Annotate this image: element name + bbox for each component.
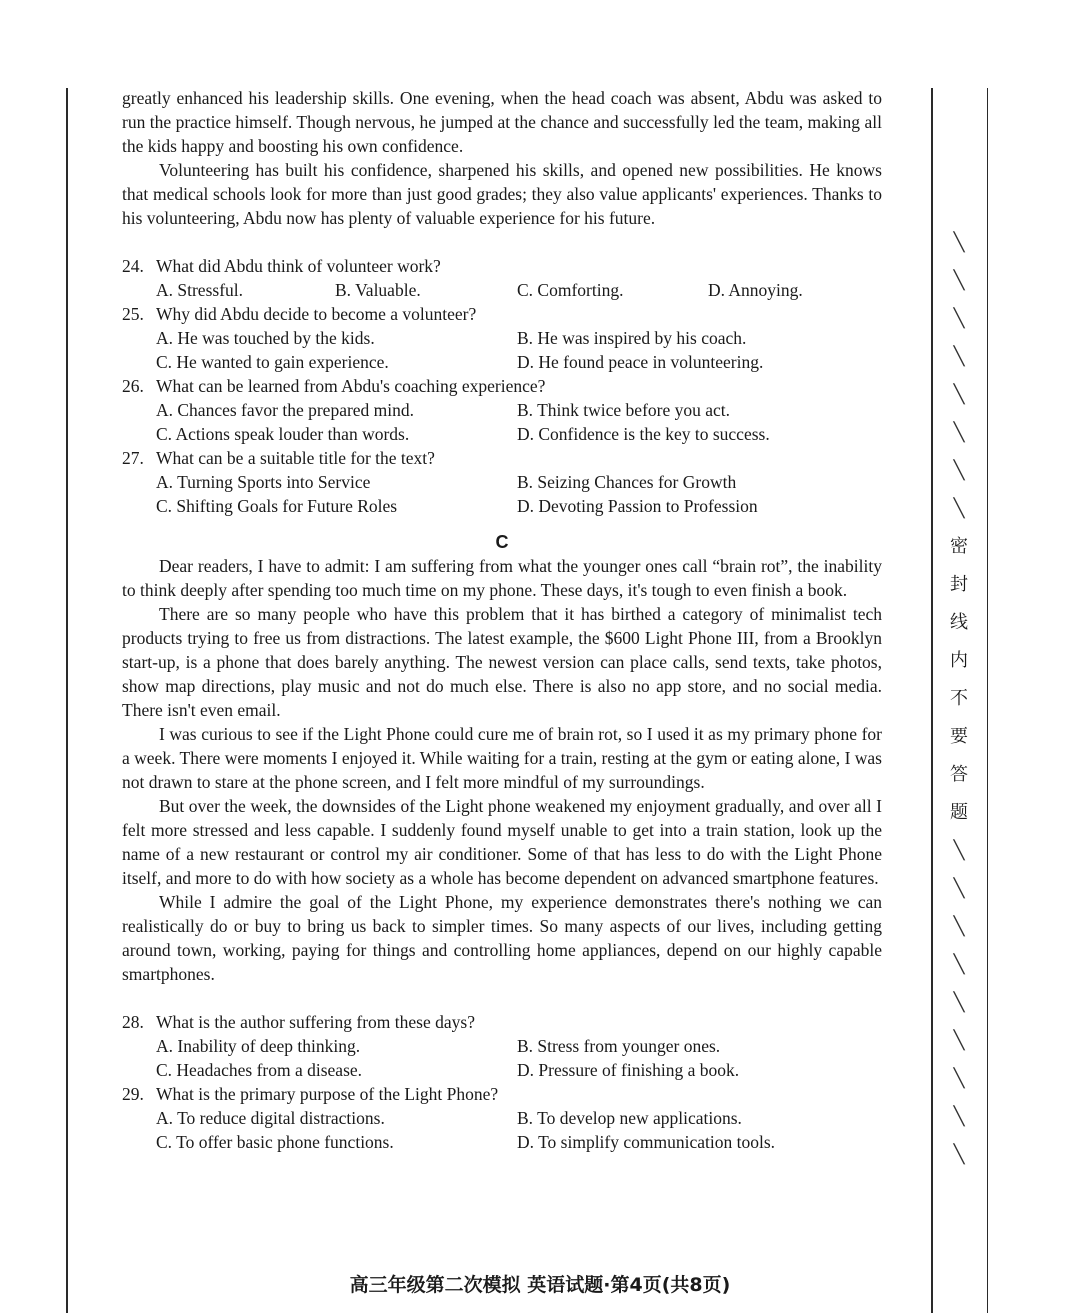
option-b: B. He was inspired by his coach. — [517, 328, 747, 348]
seal-slash-mark: ╲ — [953, 270, 965, 291]
seal-slash-mark: ╲ — [953, 916, 965, 937]
option-d: D. He found peace in volunteering. — [517, 352, 764, 372]
option-a: A. Stressful. — [156, 280, 244, 300]
question-29: 29. What is the primary purpose of the Light Phone? — [122, 1084, 499, 1104]
seal-line-margin — [944, 224, 974, 1174]
question-26-options — [122, 398, 882, 422]
seal-slash-mark: ╲ — [953, 1144, 965, 1165]
seal-slash-mark: ╲ — [953, 878, 965, 899]
question-24-options — [122, 278, 882, 302]
question-text: What is the primary purpose of the Light Phone? — [156, 1084, 499, 1104]
question-28: 28. What is the author suffering from these days? — [122, 1012, 475, 1032]
option-c: C. Actions speak louder than words. — [156, 424, 410, 444]
question-25: 25. Why did Abdu decide to become a volunteer? — [122, 304, 477, 324]
option-b: B. To develop new applications. — [517, 1108, 742, 1128]
option-a: A. Chances favor the prepared mind. — [156, 400, 415, 420]
seal-char: 要 — [950, 726, 968, 747]
seal-char: 封 — [950, 574, 968, 595]
option-d: D. Confidence is the key to success. — [517, 424, 770, 444]
seal-slash-mark: ╲ — [953, 308, 965, 329]
right-margin-rule — [931, 88, 933, 1313]
passage-paragraph: While I admire the goal of the Light Phone, my experience demonstrates there's nothing we can realistically do or buy to bring us back to simpler times. So many aspects of our lives, including getting around town, working, paying for things and controlling home appliances, depend on our highly capable smartphones. — [122, 892, 882, 984]
section-c-heading: C — [495, 532, 509, 552]
passage-paragraph: I was curious to see if the Light Phone could cure me of brain rot, so I used it as my primary phone for a week. There were moments I enjoyed it. While waiting for a train, resting at the gym or eating alone, I was not drawn to stare at the phone screen, and I felt more mindful of my surroundings. — [122, 724, 882, 792]
seal-slash-mark: ╲ — [953, 422, 965, 443]
seal-char: 题 — [950, 802, 968, 823]
seal-char: 线 — [950, 612, 968, 633]
question-26-options — [122, 422, 882, 446]
page-footer: 高三年级第二次模拟 英语试题·第4页(共8页) — [349, 1274, 731, 1296]
option-a: A. To reduce digital distractions. — [156, 1108, 385, 1128]
passage-paragraph: greatly enhanced his leadership skills. One evening, when the head coach was absent, Abdu was asked to run the practice himself. Though nervous, he jumped at the chance and successfully led the team, making all the kids happy and boosting his own confidence. — [122, 88, 882, 156]
question-24: 24. What did Abdu think of volunteer work? — [122, 256, 441, 276]
question-text: What is the author suffering from these days? — [156, 1012, 475, 1032]
question-text: What can be a suitable title for the text? — [156, 448, 435, 468]
option-b: B. Seizing Chances for Growth — [517, 472, 737, 492]
question-29-options — [122, 1130, 882, 1154]
seal-slash-mark: ╲ — [953, 498, 965, 519]
seal-slash-mark: ╲ — [953, 346, 965, 367]
seal-slash-mark: ╲ — [953, 1106, 965, 1127]
option-c: C. He wanted to gain experience. — [156, 352, 389, 372]
seal-char: 不 — [950, 688, 968, 709]
page-content — [122, 86, 882, 1154]
question-text: What did Abdu think of volunteer work? — [156, 256, 441, 276]
question-25-options — [122, 350, 882, 374]
seal-slash-mark: ╲ — [953, 954, 965, 975]
option-d: D. Annoying. — [708, 280, 803, 300]
option-b: B. Valuable. — [335, 280, 421, 300]
seal-slash-mark: ╲ — [953, 460, 965, 481]
option-b: B. Stress from younger ones. — [517, 1036, 721, 1056]
seal-slash-mark: ╲ — [953, 1030, 965, 1051]
seal-slash-mark: ╲ — [953, 992, 965, 1013]
option-c: C. Headaches from a disease. — [156, 1060, 363, 1080]
binding-edge-rule — [987, 88, 988, 1313]
question-28-options — [122, 1034, 882, 1058]
seal-char: 内 — [950, 650, 968, 671]
option-d: D. Devoting Passion to Profession — [517, 496, 758, 516]
option-b: B. Think twice before you act. — [517, 400, 731, 420]
question-28-options — [122, 1058, 882, 1082]
question-27-options — [122, 494, 882, 518]
question-25-options — [122, 326, 882, 350]
seal-slash-mark: ╲ — [953, 840, 965, 861]
passage-paragraph: There are so many people who have this problem that it has birthed a category of minimalist tech products trying to free us from distractions. The latest example, the $600 Light Phone III, from a Brooklyn start-up, is a phone that does barely anything. The newest version can place calls, send texts, take photos, show map directions, play music and not do much else. There is also no app store, and no social media. There isn't even email. — [122, 604, 882, 720]
option-d: D. Pressure of finishing a book. — [517, 1060, 740, 1080]
option-c: C. To offer basic phone functions. — [156, 1132, 394, 1152]
passage-paragraph: Dear readers, I have to admit: I am suffering from what the younger ones call “brain rot”, the inability to think deeply after spending too much time on my phone. These days, it's tough to even finish a book. — [122, 556, 882, 600]
seal-char: 密 — [950, 536, 968, 557]
option-d: D. To simplify communication tools. — [517, 1132, 776, 1152]
seal-slash-mark: ╲ — [953, 232, 965, 253]
option-c: C. Comforting. — [517, 280, 624, 300]
passage-paragraph: But over the week, the downsides of the Light phone weakened my enjoyment gradually, and over all I felt more stressed and less capable. I suddenly found myself unable to get into a train station, look up the name of a new restaurant or control my air conditioner. Some of that has less to do with the Light Phone itself, and more to do with how society as a whole has become dependent on advanced smartphone features. — [122, 796, 882, 888]
seal-slash-mark: ╲ — [953, 1068, 965, 1089]
option-a: A. He was touched by the kids. — [156, 328, 375, 348]
seal-slash-mark: ╲ — [953, 384, 965, 405]
question-text: Why did Abdu decide to become a volunteer? — [156, 304, 477, 324]
question-26: 26. What can be learned from Abdu's coaching experience? — [122, 376, 546, 396]
question-29-options — [122, 1106, 882, 1130]
question-27: 27. What can be a suitable title for the text? — [122, 448, 435, 468]
option-a: A. Turning Sports into Service — [156, 472, 371, 492]
option-a: A. Inability of deep thinking. — [156, 1036, 361, 1056]
left-margin-rule — [66, 88, 68, 1313]
question-text: What can be learned from Abdu's coaching experience? — [156, 376, 546, 396]
passage-paragraph: Volunteering has built his confidence, sharpened his skills, and opened new possibilities. He knows that medical schools look for more than just good grades; they also value applicants' experiences. Thanks to his volunteering, Abdu now has plenty of valuable experience for his future. — [122, 160, 882, 228]
question-27-options — [122, 470, 882, 494]
seal-char: 答 — [950, 764, 968, 785]
option-c: C. Shifting Goals for Future Roles — [156, 496, 398, 516]
